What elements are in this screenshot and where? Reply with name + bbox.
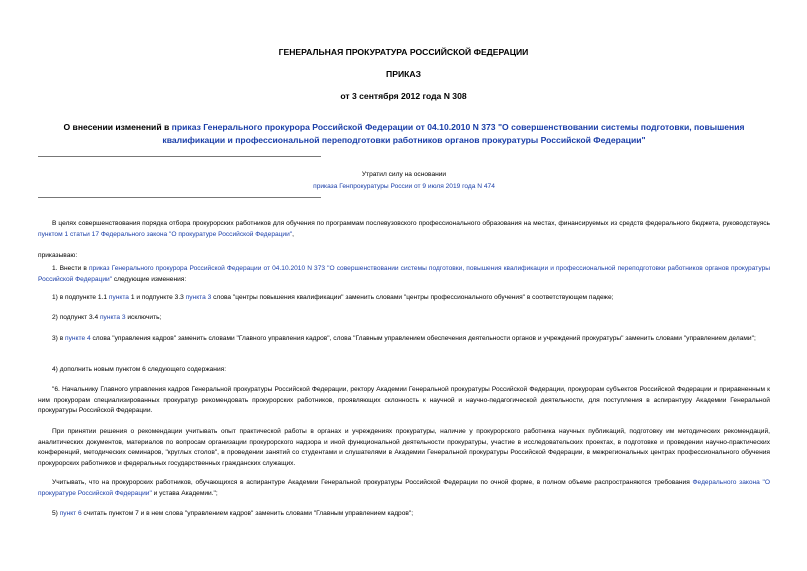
divider-bottom [38, 197, 321, 198]
new-item-6-paragraph: "6. Начальнику Главного управления кадров Генеральной прокуратуры Российской Федерации, ректору Академии Генеральной прокуратуры Российской Федерации, прокурорам субъектов Российской Федерации и приравненным к ним прокурорам специализированных прокуратур рекомендовать прокурорских работников, проявляющих склонность к научной и научно-педагогической деятельности, для поступления в аспирантуру Академии Генеральной прокуратуры Российской Федерации. [38, 386, 770, 414]
doc-date-number: от 3 сентября 2012 года N 308 [340, 91, 467, 101]
subitem-5-a: 5) [52, 510, 60, 517]
subitem-1-link-1[interactable]: пункта [108, 294, 129, 301]
subitem-3-paragraph [38, 334, 770, 345]
subitem-5-b: считать пунктом 7 и в нем слова "управлением кадров" заменить словами "Главным управлением кадров"; [81, 510, 414, 517]
federal-law-link[interactable]: Федерального закона "О прокуратуре Российской Федерации" [38, 479, 770, 497]
preamble-paragraph [38, 219, 770, 240]
subitem-5-paragraph [38, 509, 770, 520]
subitem-2-b: исключить; [125, 314, 162, 321]
preamble-text: В целях совершенствования порядка отбора прокурорских работников для обучения по программам послевузовского профессионального образования на местах, финансируемых из средств федерального бюджета, руководствуясь [52, 220, 770, 227]
recommendation-paragraph: При принятии решения о рекомендации учитывать опыт практической работы в органах и учреждениях прокуратуры, наличие у прокурорского работника научных публикаций, подготовку им методических рекомендаций, аналитических документов, материалов по вопросам организации прокурорского надзора и иной функциональной деятельности прокуратуры, участие в исследовательских проектах, в подготовке и проведении научно-практических конференций, методических семинаров, "круглых столов", в проведении занятий со студентами и слушателями в Академии Генеральной прокуратуры Российской Федерации, в межрегиональных центрах профессионального обучения прокурорских работников и федеральных государственных гражданских служащих. [38, 428, 770, 467]
item-1-order-link[interactable]: приказ Генерального прокурора Российской Федерации от 04.10.2010 N 373 "О совершенствовании системы подготовки, повышения квалификации и профессиональной переподготовки работников органов прокуратуры Российской Федерации" [38, 265, 770, 283]
requirements-b: и устава Академии."; [151, 489, 218, 497]
subitem-3-a: 3) в [52, 335, 66, 342]
requirements-paragraph [38, 478, 770, 499]
lost-force-order-link[interactable]: приказа Генпрокуратуры России от 9 июля 2019 года N 474 [313, 183, 495, 190]
preamble-end: , [292, 230, 294, 238]
law-article-link[interactable]: пунктом 1 статьи 17 Федерального закона "О прокуратуре Российской Федерации" [38, 230, 293, 238]
subitem-3-link[interactable]: пункте 4 [65, 335, 91, 342]
subitem-2-link[interactable]: пункта 3 [99, 314, 126, 321]
subitem-3-b: слова "управления кадров" заменить словами "Главного управления кадров", слова "Главным управлением обеспечения деятельности органов и учреждений прокуратуры" заменить словами "управлением делами"; [90, 335, 756, 342]
item-1-paragraph [38, 264, 770, 285]
requirements-a: Учитывать, что на прокурорских работников, обучающихся в аспирантуре Академии Генеральной прокуратуры Российской Федерации по очной форме, в полном объеме распространяются требования [52, 479, 693, 486]
subitem-1-b: 1 и подпункте 3.3 [128, 294, 186, 301]
lost-force-note: Утратил силу на основании [361, 171, 447, 178]
subitem-1-a: 1) в подпункте 1.1 [52, 294, 109, 301]
doc-type-heading: ПРИКАЗ [386, 69, 421, 79]
subitem-1-link-2[interactable]: пункта 3 [185, 294, 212, 301]
title-order-link[interactable]: приказ Генерального прокурора Российской Федерации от 04.10.2010 N 373 "О совершенствовании системы подготовки, повышения квалификации и профессиональной переподготовки работников органов прокуратуры Российской Федерации" [162, 122, 745, 145]
subitem-5-link[interactable]: пункт 6 [59, 510, 82, 517]
org-heading: ГЕНЕРАЛЬНАЯ ПРОКУРАТУРА РОССИЙСКОЙ ФЕДЕРАЦИИ [278, 47, 529, 57]
subitem-1-paragraph [38, 293, 770, 304]
divider-top [38, 156, 321, 157]
item-1-prefix: 1. Внести в [52, 265, 89, 272]
order-verb: приказываю: [38, 252, 78, 259]
document-title [38, 121, 770, 147]
title-prefix: О внесении изменений в [63, 122, 172, 132]
subitem-2-a: 2) подпункт 3.4 [52, 314, 100, 321]
lost-force-link-line [240, 183, 568, 190]
item-1-end: следующие изменения: [112, 275, 187, 283]
subitem-1-c: слова "центры повышения квалификации" заменить словами "центры профессионального обучения" в соответствующем падеже; [211, 294, 614, 301]
subitem-4-paragraph: 4) дополнить новым пунктом 6 следующего содержания: [52, 366, 227, 373]
subitem-2-paragraph [38, 313, 770, 324]
